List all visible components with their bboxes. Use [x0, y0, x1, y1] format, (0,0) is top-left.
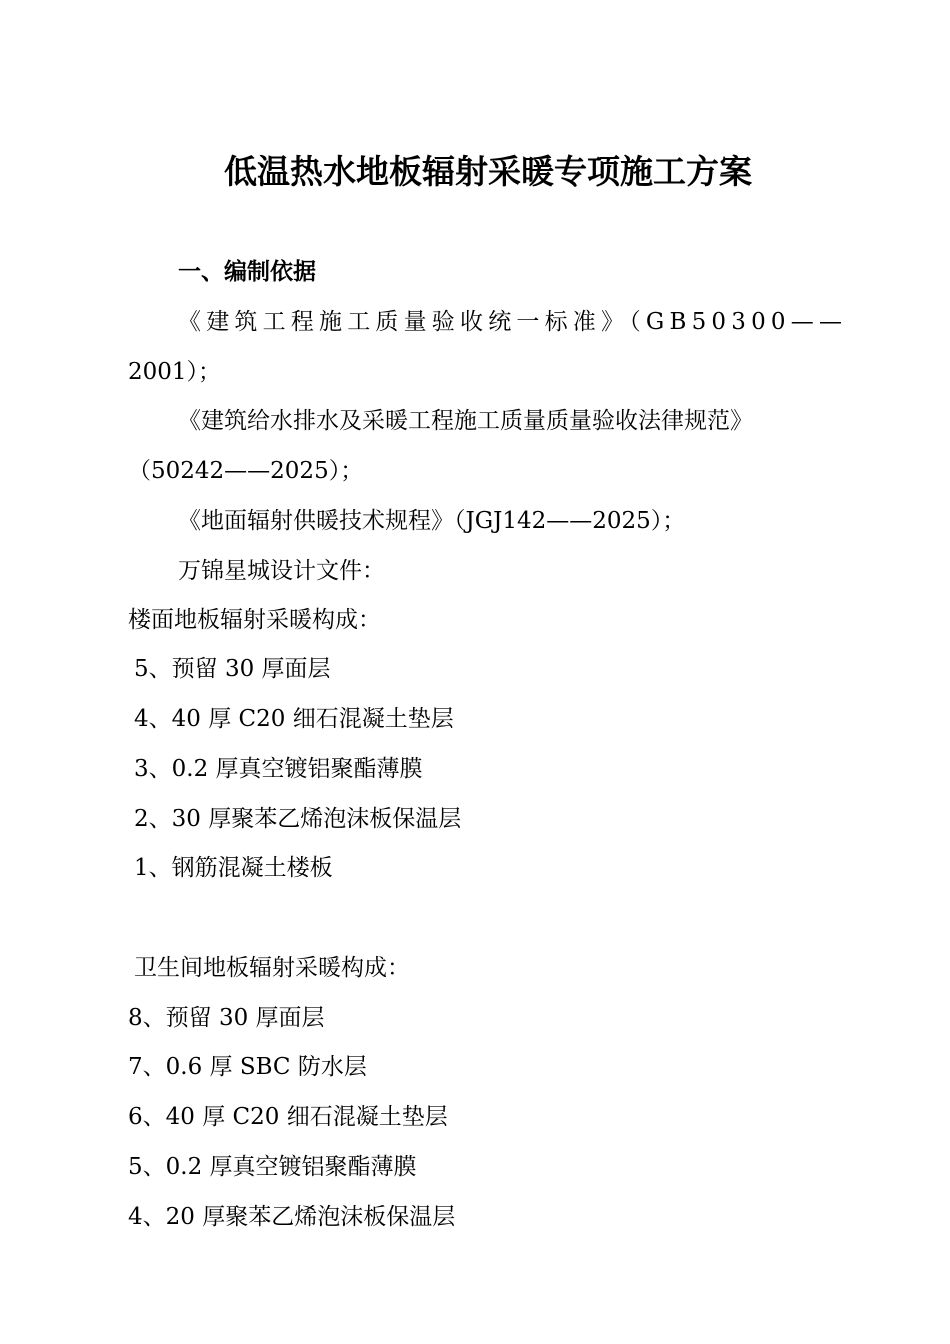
- document-title: 低温热水地板辐射采暖专项施工方案: [224, 152, 752, 191]
- basis-line-2: 2001）；: [128, 359, 222, 385]
- basis-line-4: （50242——2025）；: [128, 458, 364, 484]
- basis-line-1: 《建筑工程施工质量验收统一标准》（GB50300——: [178, 309, 848, 335]
- basis-line-6: 万锦星城设计文件：: [178, 558, 385, 584]
- floor-layer-item: 1、钢筋混凝土楼板: [134, 855, 333, 881]
- bathroom-layer-item: 5、0.2 厚真空镀铝聚酯薄膜: [128, 1154, 417, 1180]
- basis-line-5: 《地面辐射供暖技术规程》（JGJ142——2025）；: [178, 508, 686, 534]
- bathroom-composition-heading: 卫生间地板辐射采暖构成：: [134, 955, 410, 981]
- bathroom-layer-item: 6、40 厚 C20 细石混凝土垫层: [128, 1104, 448, 1130]
- floor-layer-item: 3、0.2 厚真空镀铝聚酯薄膜: [134, 756, 423, 782]
- bathroom-layer-item: 8、预留 30 厚面层: [128, 1005, 325, 1031]
- basis-line-3: 《建筑给水排水及采暖工程施工质量质量验收法律规范》: [178, 408, 753, 434]
- bathroom-layer-item: 4、20 厚聚苯乙烯泡沫板保温层: [128, 1204, 456, 1230]
- floor-composition-heading: 楼面地板辐射采暖构成：: [128, 607, 381, 633]
- bathroom-layer-item: 7、0.6 厚 SBC 防水层: [128, 1054, 367, 1080]
- section-heading-basis: 一、编制依据: [178, 259, 316, 285]
- floor-layer-item: 2、30 厚聚苯乙烯泡沫板保温层: [134, 806, 462, 832]
- floor-layer-item: 5、预留 30 厚面层: [134, 656, 331, 682]
- floor-layer-item: 4、40 厚 C20 细石混凝土垫层: [134, 706, 454, 732]
